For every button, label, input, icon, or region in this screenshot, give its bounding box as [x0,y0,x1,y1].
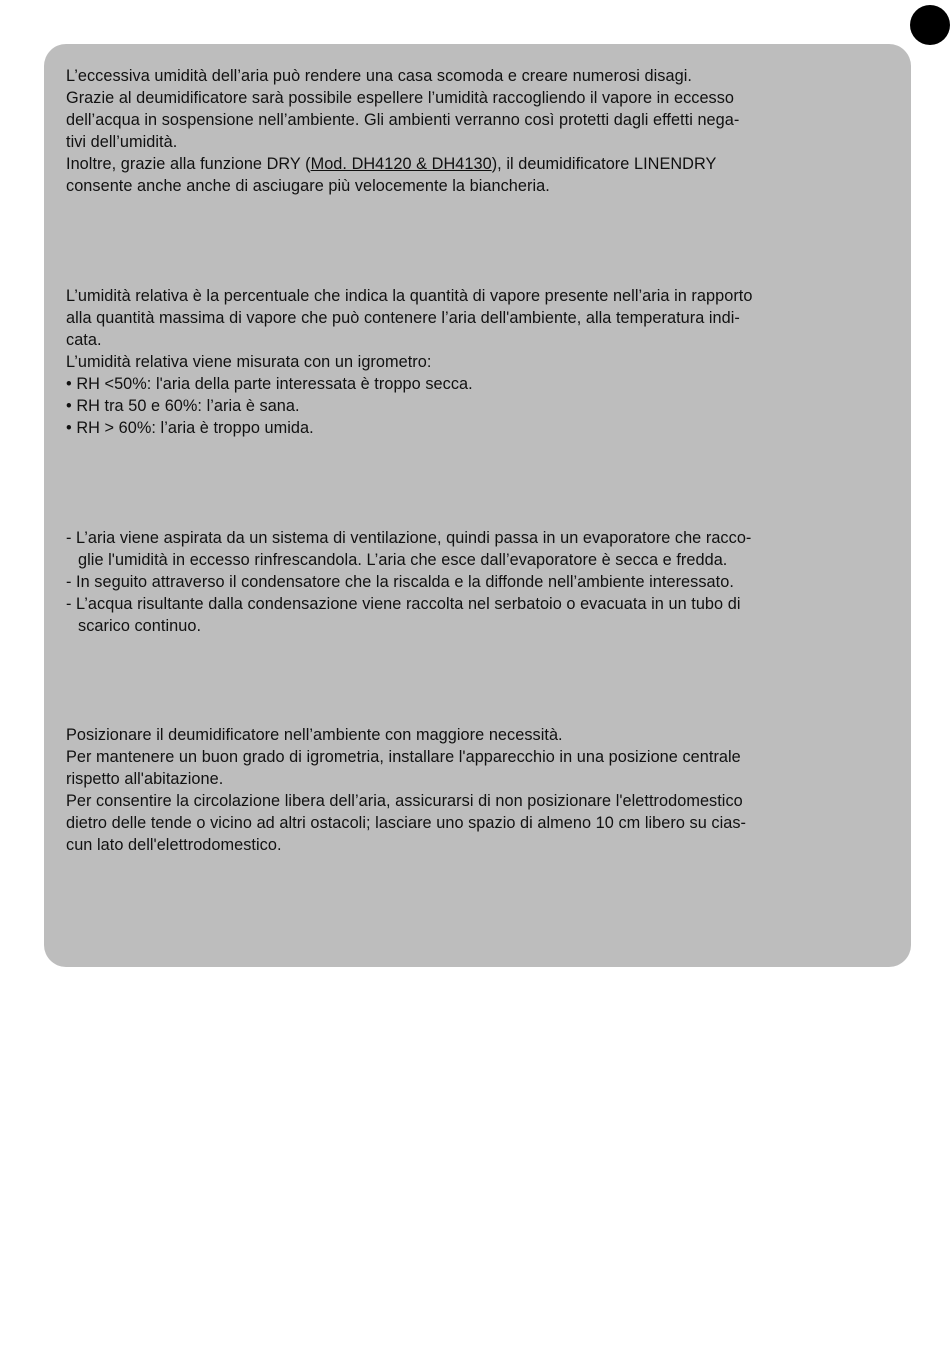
text-line: L’umidità relativa è la percentuale che indica la quantità di vapore presente nell’aria in rapporto [66,287,753,305]
text-line: L’umidità relativa viene misurata con un igrometro: [66,353,432,371]
text-line: dell’acqua in sospensione nell’ambiente. Gli ambienti verranno così protetti dagli effetti nega- [66,111,740,129]
relative-humidity-section [66,285,896,439]
dash-item: - In seguito attraverso il condensatore che la riscalda e la diffonde nell’ambiente interessato. [66,573,734,591]
text-line: cata. [66,331,102,349]
page-marker-dot [910,5,950,45]
bullet-item: • RH > 60%: l’aria è troppo umida. [66,419,314,437]
text-line: alla quantità massima di vapore che può contenere l’aria dell'ambiente, alla temperatura indi- [66,309,740,327]
text-line: consente anche anche di asciugare più velocemente la biancheria. [66,177,550,195]
text-line [66,153,896,175]
text-line: Per mantenere un buon grado di igrometria, installare l'apparecchio in una posizione centrale [66,748,741,766]
intro-section [66,65,896,197]
text-line: Grazie al deumidificatore sarà possibile espellere l’umidità raccogliendo il vapore in eccesso [66,89,735,107]
bullet-item: • RH <50%: l'aria della parte interessata è troppo secca. [66,375,473,393]
positioning-section [66,724,896,856]
text-line: Per consentire la circolazione libera dell’aria, assicurarsi di non posizionare l'elettrodomestico [66,792,743,810]
dash-item: - L’acqua risultante dalla condensazione viene raccolta nel serbatoio o evacuata in un tubo di [66,595,741,613]
dry-suffix: ), il deumidificatore LINENDRY [491,155,717,173]
text-line: tivi dell’umidità. [66,133,178,151]
text-line: dietro delle tende o vicino ad altri ostacoli; lasciare uno spazio di almeno 10 cm libero su cias- [66,814,747,832]
content-panel [44,44,911,967]
dash-item-continuation: scarico continuo. [78,617,202,635]
dry-models-link[interactable]: Mod. DH4120 & DH4130 [310,155,492,173]
text-line: cun lato dell'elettrodomestico. [66,836,282,854]
text-line: rispetto all'abitazione. [66,770,224,788]
dash-item-continuation: glie l'umidità in eccesso rinfrescandola. L’aria che esce dall’evaporatore è secca e fredda. [78,551,728,569]
text-line: Posizionare il deumidificatore nell’ambiente con maggiore necessità. [66,726,563,744]
bullet-item: • RH tra 50 e 60%: l’aria è sana. [66,397,300,415]
text-line: L’eccessiva umidità dell’aria può rendere una casa scomoda e creare numerosi disagi. [66,67,692,85]
dash-item: - L’aria viene aspirata da un sistema di ventilazione, quindi passa in un evaporatore che racco- [66,529,752,547]
dry-prefix: Inoltre, grazie alla funzione DRY ( [66,155,311,173]
operation-section [66,527,896,637]
